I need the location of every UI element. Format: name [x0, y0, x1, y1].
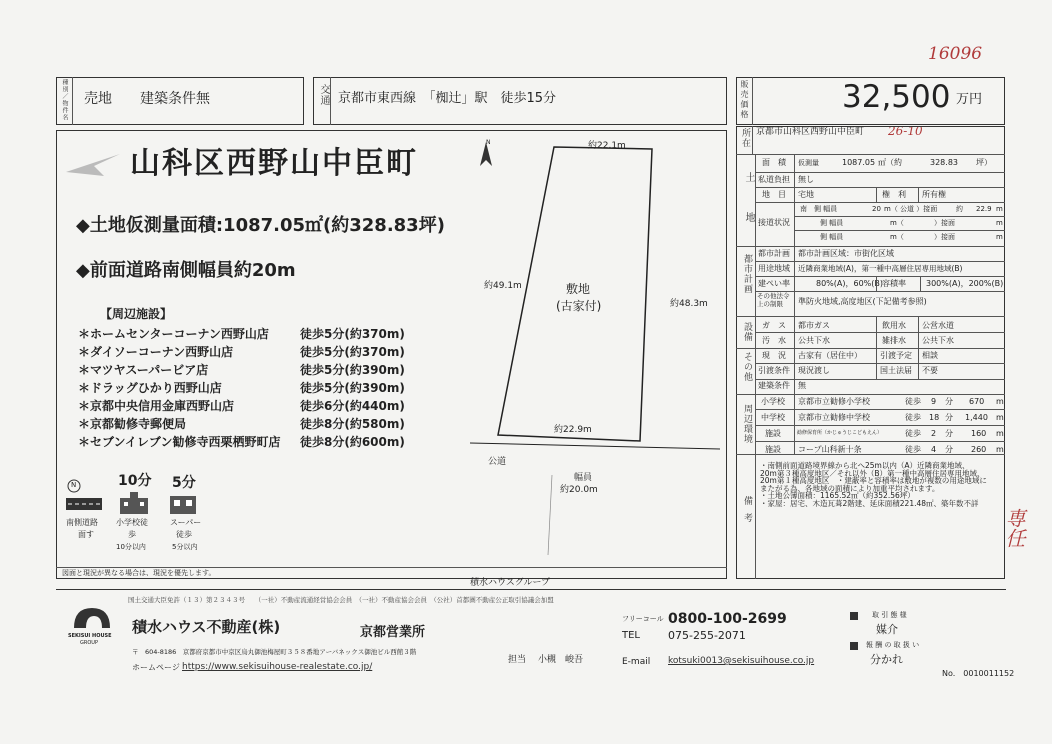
school-caption-3: 10分以内: [116, 543, 146, 551]
water-label: 飲用水: [882, 321, 906, 330]
chimoku-value: 宅地: [798, 190, 814, 199]
road-row-3-lu: m: [996, 233, 1003, 241]
handwritten-number: 16096: [928, 44, 983, 64]
list-item: ＊ホームセンターコーナン西野山店 徒歩5分(約370m): [78, 327, 405, 341]
road-row-1-face: 約: [956, 205, 963, 213]
city-r4-label: その他法令上の制限: [757, 292, 790, 308]
list-item: ＊京都中央信用金庫西野山店 徒歩6分(約440m): [78, 399, 405, 413]
road-row-2-dir: 側 幅員: [820, 219, 844, 227]
document-number: No. 0010011152: [942, 669, 1015, 678]
handwritten-address-suffix: 26-10: [888, 124, 923, 138]
road-label: 公道: [488, 457, 507, 467]
address-label: 所在: [740, 128, 750, 148]
other-r2-value: 現況渡し: [798, 366, 830, 375]
gas-label: ガ ス: [762, 321, 786, 330]
city-r4-value: 準防火地域,高度地区(下記備考参照): [798, 297, 927, 306]
price-unit: 万円: [956, 92, 983, 107]
price-label: 販売価格: [740, 80, 749, 120]
right-side-label: 約48.3m: [670, 299, 708, 309]
super-caption-3: 5分以内: [172, 543, 198, 551]
supermarket-icon: [168, 492, 198, 516]
freecall-number[interactable]: 0800-100-2699: [668, 611, 787, 627]
group-label: 積水ハウスグループ: [470, 578, 551, 588]
road-width-label: 幅員: [574, 473, 593, 483]
city-r1-value: 都市計画区域：市街化区域: [798, 249, 894, 258]
school-caption-2: 歩: [128, 530, 136, 539]
area-label: 面 積: [762, 158, 786, 167]
staff-label: 担当: [508, 655, 527, 665]
super-minutes: 5分: [172, 475, 196, 491]
deal-label-1: 取 引 態 様: [872, 611, 907, 619]
other-r3-value: 無: [798, 381, 806, 390]
table-row: 施設 勧修保育所（かじゅうじこどもえん） 徒歩 2 分 160 m: [755, 426, 1005, 442]
other-r2b-value: 不要: [922, 366, 938, 375]
city-r3b-label: 容積率: [882, 279, 906, 288]
facilities-heading: 【周辺施設】: [100, 307, 173, 321]
freecall-label: フリーコール: [622, 615, 664, 623]
tel-number[interactable]: 075-255-2071: [668, 629, 746, 642]
water-value: 公営水道: [922, 321, 954, 330]
homepage-link[interactable]: https://www.sekisuihouse-realestate.co.jp/: [182, 662, 373, 672]
company-address: 〒 604-8186 京都府京都市中京区烏丸御池梅屋町３５８番地アーバネックス御池ビル西館３階: [132, 648, 417, 656]
traffic-label: 交通: [318, 84, 329, 106]
city-r3-label: 建ぺい率: [758, 279, 790, 288]
road-line: ◆前面道路南側幅員約20m: [76, 260, 296, 281]
square-icon-2: [850, 642, 858, 650]
site-label: 敷地: [566, 282, 591, 296]
north-arrow-icon: [478, 139, 494, 170]
bottom-width-label: 約22.9m: [554, 425, 592, 435]
other-label: その他: [742, 352, 752, 382]
area-kind: 仮測量: [798, 159, 819, 167]
area-tsubo-unit: 坪）: [976, 158, 992, 167]
page-title: 山科区西野山中臣町: [130, 146, 418, 181]
city-r2-label: 用途地域: [758, 264, 790, 273]
road-row-3-unit: m（: [890, 233, 904, 241]
table-row: 小学校 京都市立勧修小学校 徒歩 9 分 670 m: [755, 394, 1005, 410]
site-sub-label: (古家付): [556, 299, 602, 313]
city-r2-value: 近隣商業地域(A)，第一種中高層住居専用地域(B): [798, 264, 963, 273]
road-row-1-width: 20: [872, 205, 881, 213]
env-table: [755, 394, 1005, 457]
deal-label-2: 報 酬 の 取 扱 い: [866, 641, 920, 649]
area-unit: ㎡（約: [878, 158, 902, 167]
road-row-1-lu: m: [996, 205, 1003, 213]
staff-name: 小槻 峻吾: [538, 655, 584, 665]
gas-value: 都市ガス: [798, 321, 830, 330]
road-row-1-len: 22.9: [976, 205, 992, 213]
super-caption-2: 徒歩: [176, 530, 192, 539]
other-r3-label: 建築条件: [758, 381, 790, 390]
city-label: 都市計画: [742, 254, 752, 294]
deal-value-2: 分かれ: [870, 653, 903, 666]
email-label: E-mail: [622, 657, 651, 667]
school-icon: [116, 492, 152, 516]
land-label: 土地: [743, 172, 754, 252]
road-row-3-dir: 側 幅員: [820, 233, 844, 241]
sewage-value: 公共下水: [798, 336, 830, 345]
misc-water-value: 公共下水: [922, 336, 954, 345]
square-icon: [850, 612, 858, 620]
company-name: 積水ハウス不動産(株): [132, 618, 281, 636]
type-label: 種別／物件名: [61, 79, 68, 121]
tel-label: TEL: [622, 630, 640, 641]
road-row-2-lu: m: [996, 219, 1003, 227]
address-value: 京都市山科区西野山中臣町: [756, 127, 865, 137]
city-r3-value: 80%(A)，60%(B): [816, 279, 884, 288]
road-access-label: 接道状況: [758, 218, 790, 227]
road-row-2-face: ）接面: [934, 219, 955, 227]
table-row: 施設 コープ山科新十条 徒歩 4 分 260 m: [765, 445, 1004, 454]
road-row-3-face: ）接面: [934, 233, 955, 241]
branch-name: 京都営業所: [360, 625, 426, 640]
other-r2-label: 引渡条件: [758, 366, 790, 375]
list-item: ＊マツヤスーパービア店 徒歩5分(約390m): [78, 363, 405, 377]
logo-text-2: GROUP: [80, 640, 98, 646]
env-label: 周辺環境: [742, 404, 752, 444]
left-side-label: 約49.1m: [484, 281, 522, 291]
deal-value-1: 媒介: [876, 623, 898, 636]
license-text: 国土交通大臣免許（１３）第２３４３号 （一社）不動産流通経営協会会員 （一社）不動産協会会員 （公社）首都圏不動産公正取引協議会加盟: [128, 596, 554, 604]
road-caption: 南側道路: [66, 518, 98, 527]
handwritten-note: 専任: [1002, 508, 1026, 548]
other-r1b-value: 相談: [922, 351, 938, 360]
school-minutes: 10分: [118, 473, 152, 489]
chimoku-label: 地 目: [762, 190, 786, 199]
sewage-label: 汚 水: [762, 336, 786, 345]
remarks-label: 備考: [742, 496, 752, 530]
private-road-label: 私道負担: [758, 175, 790, 184]
top-width-label: 約22.1m: [588, 141, 626, 151]
table-row: 中学校 京都市立勧修中学校 徒歩 18 分 1,440 m: [755, 410, 1005, 426]
misc-water-label: 雑排水: [882, 336, 906, 345]
remarks-text: ・南側前面道路境界線から北へ25m以内（A）近隣商業地域、 20m第３種高度地区／それ以外（B）第一種中高層住居専用地域、 20m第１種高度地区 ・建蔽率と容積率は敷地が複数の用途地域に またがる為、各地域の面積により加重平均されます。 ・土地公簿面積：1165.52㎡（約352.56坪） ・家屋：居宅、木造瓦葺2階建、延床面積221.48㎡、築年数不詳: [760, 461, 987, 508]
traffic-value: 京都市東西線 「椥辻」駅 徒歩15分: [338, 91, 557, 106]
city-r1-label: 都市計画: [758, 249, 790, 258]
email-link[interactable]: kotsuki0013@sekisuihouse.co.jp: [668, 656, 815, 666]
area-m2: 1087.05: [842, 158, 876, 167]
facilities-list: [78, 326, 438, 452]
area-tsubo: 328.83: [930, 158, 958, 167]
list-item: ＊ダイソーコーナン西野山店 徒歩5分(約370m): [78, 345, 405, 359]
other-r1-value: 古家有（居住中）: [798, 351, 862, 360]
road-row-1-unit: m（ 公道 ）接面: [884, 205, 938, 213]
list-item: ＊京都勧修寺郵便局 徒歩8分(約580m): [78, 417, 405, 431]
other-r1-label: 現 況: [762, 351, 786, 360]
north-letter: N: [486, 139, 491, 146]
south-road-icon: N: [66, 478, 102, 514]
rights-label: 権 利: [882, 190, 906, 199]
road-width-value: 約20.0m: [560, 485, 598, 495]
list-item: ＊ドラッグひかり西野山店 徒歩5分(約390m): [78, 381, 405, 395]
school-caption: 小学校徒: [116, 518, 148, 527]
other-r2b-label: 国土法届: [880, 366, 912, 375]
facility-label: 設備: [742, 322, 752, 342]
road-caption-2: 面す: [78, 530, 94, 539]
area-line: ◆土地仮測量面積:1087.05㎡(約328.83坪): [76, 215, 445, 236]
footnote: 図面と現況が異なる場合は、現況を優先します。: [62, 569, 216, 577]
rights-value: 所有権: [922, 190, 946, 199]
other-r1b-label: 引渡予定: [880, 351, 912, 360]
logo-text-1: SEKISUI HOUSE: [68, 633, 112, 639]
super-caption: スーパー: [170, 518, 202, 527]
road-row-2-unit: m（: [890, 219, 904, 227]
city-r3b-value: 300%(A)，200%(B): [926, 279, 1004, 288]
list-item: ＊セブンイレブン勧修寺西栗栖野町店 徒歩8分(約600m): [78, 435, 405, 449]
private-road-value: 無し: [798, 175, 814, 184]
road-row-1-dir: 南 側 幅員: [800, 205, 838, 213]
sekisui-logo-icon: [70, 606, 114, 630]
price-value: 32,500: [842, 79, 951, 115]
decorative-swoosh-icon: [64, 150, 124, 180]
homepage-label: ホームページ: [132, 663, 180, 672]
type-value: 売地 建築条件無: [84, 91, 210, 107]
